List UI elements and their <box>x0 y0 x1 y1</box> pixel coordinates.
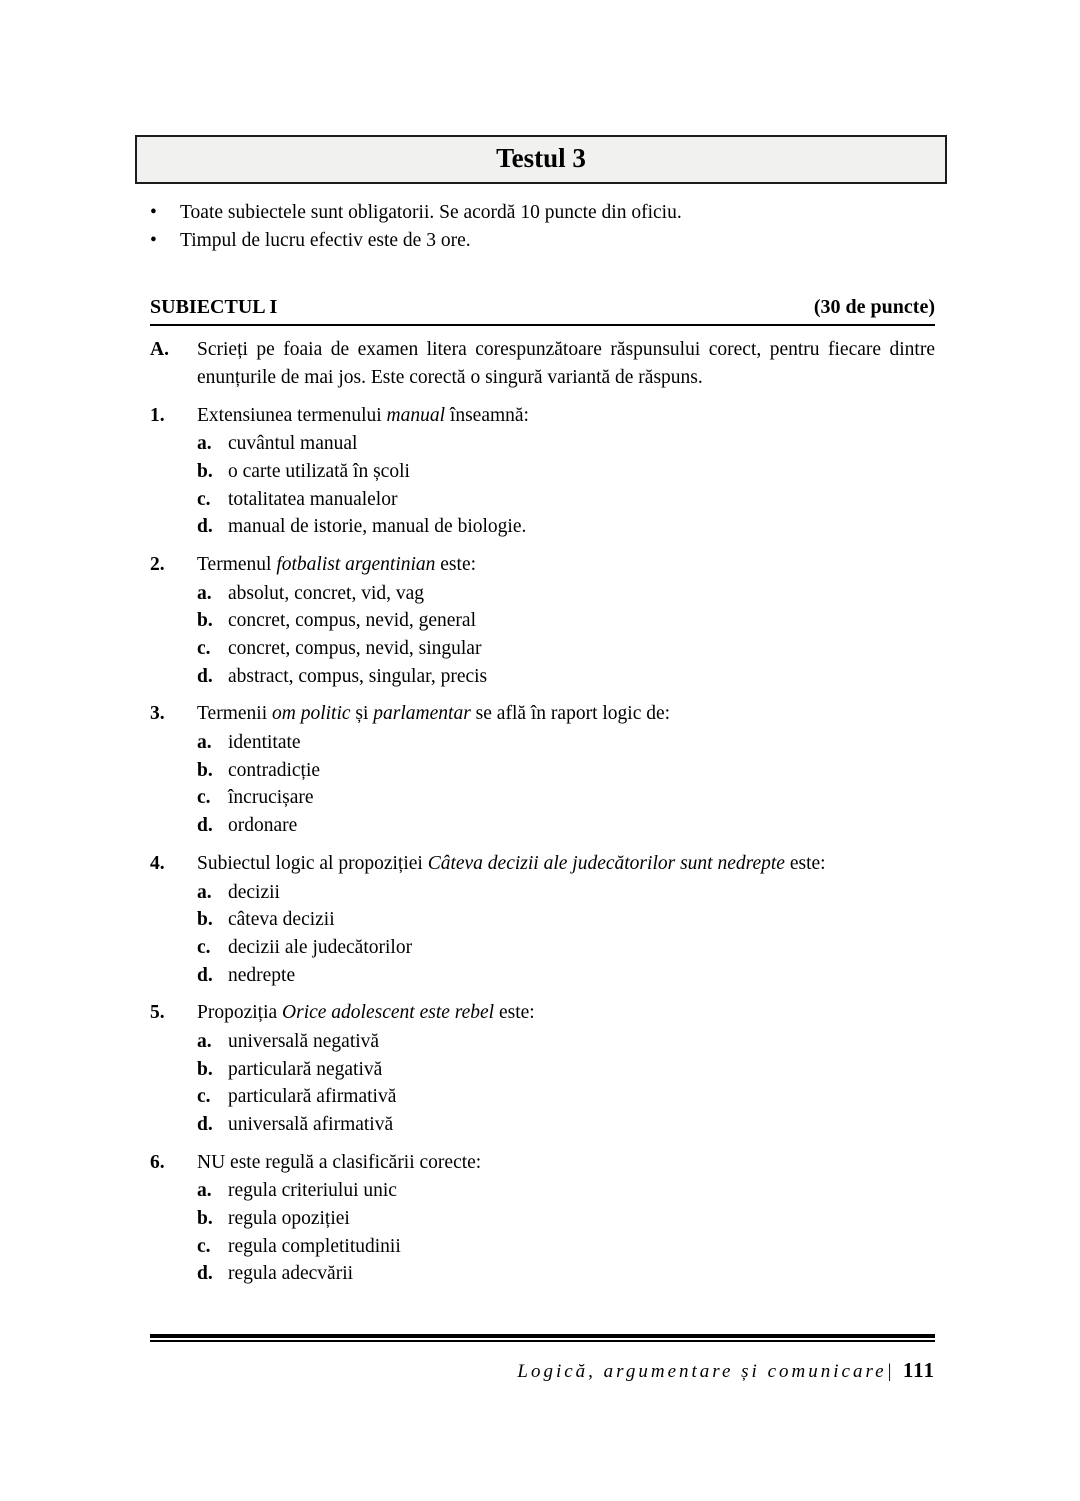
option-text: o carte utilizată în școli <box>228 460 410 482</box>
question-prompt <box>197 700 935 728</box>
option-text: câteva decizii <box>228 909 335 931</box>
option <box>197 1260 935 1288</box>
prompt-italic: manual <box>386 404 446 426</box>
options-list <box>150 1177 935 1288</box>
prompt-text: este: <box>435 553 477 575</box>
prompt-text: și <box>350 703 374 725</box>
prompt-italic: Orice adolescent este rebel <box>282 1002 495 1024</box>
option-text: încrucișare <box>228 787 314 809</box>
question-prompt <box>197 551 935 579</box>
options-list <box>150 1028 935 1139</box>
option <box>197 580 935 608</box>
option-letter: a. <box>197 1030 212 1052</box>
option <box>197 458 935 486</box>
question-number: 5. <box>150 1002 165 1024</box>
prompt-text: este: <box>784 852 826 874</box>
option-letter: c. <box>197 936 211 958</box>
question-number: 3. <box>150 703 165 725</box>
option-letter: d. <box>197 1114 213 1136</box>
prompt-text: este: <box>494 1002 535 1024</box>
option-text: contradicție <box>228 759 321 781</box>
prompt-text: Termenul <box>197 553 277 575</box>
prompt-italic: Câteva decizii ale judecătorilor sunt nedrepte <box>427 852 785 874</box>
question-number: 2. <box>150 553 165 575</box>
option-letter: b. <box>197 759 213 781</box>
option-letter: c. <box>197 638 211 660</box>
page-footer <box>150 1356 935 1386</box>
part-a-text: Scrieți pe foaia de examen litera corespunzătoare răspunsului corect, pentru fiecare dintre enunțurile de mai jos. Este corectă o singură variantă de răspuns. <box>197 339 935 388</box>
option <box>197 784 935 812</box>
option-text: cuvântul manual <box>228 433 358 455</box>
option-text: decizii ale judecătorilor <box>228 936 413 958</box>
option <box>197 1205 935 1233</box>
option <box>197 1028 935 1056</box>
prompt-text: Extensiunea termenului <box>197 404 387 426</box>
question-5 <box>150 999 935 1138</box>
book-title: Logică, argumentare și comunicare| <box>517 1361 895 1383</box>
option-letter: d. <box>197 815 213 837</box>
option <box>197 1111 935 1139</box>
question-number: 4. <box>150 852 165 874</box>
option-text: regula criteriului unic <box>228 1180 397 1202</box>
option-letter: a. <box>197 433 212 455</box>
prompt-text: Subiectul logic al propoziției <box>197 852 428 874</box>
question-prompt <box>197 999 935 1027</box>
option-letter: a. <box>197 881 212 903</box>
options-list <box>150 879 935 990</box>
question-6 <box>150 1149 935 1288</box>
question-4 <box>150 850 935 989</box>
option-letter: d. <box>197 1263 213 1285</box>
option <box>197 635 935 663</box>
options-list <box>150 729 935 840</box>
page-number: 111 <box>902 1358 935 1383</box>
option <box>197 1083 935 1111</box>
option <box>197 513 935 541</box>
option-letter: b. <box>197 909 213 931</box>
option <box>197 906 935 934</box>
question-prompt <box>197 402 935 430</box>
option-text: ordonare <box>228 815 298 837</box>
option-letter: b. <box>197 1058 213 1080</box>
instruction-text: Timpul de lucru efectiv este de 3 ore. <box>180 230 471 252</box>
section-title: SUBIECTUL I <box>150 295 278 318</box>
instruction-item <box>150 227 935 255</box>
option-text: universală afirmativă <box>228 1114 394 1136</box>
part-a <box>150 336 935 391</box>
option <box>197 934 935 962</box>
option-text: particulară negativă <box>228 1058 383 1080</box>
part-a-label: A. <box>150 339 169 361</box>
question-prompt <box>197 850 935 878</box>
prompt-text: Propoziția <box>197 1002 283 1024</box>
option-letter: c. <box>197 1235 211 1257</box>
question-1 <box>150 402 935 541</box>
test-title: Testul 3 <box>496 143 586 173</box>
option-letter: a. <box>197 732 212 754</box>
option-letter: d. <box>197 516 213 538</box>
option-text: absolut, concret, vid, vag <box>228 582 425 604</box>
option-letter: a. <box>197 582 212 604</box>
option-text: concret, compus, nevid, general <box>228 610 476 632</box>
instruction-item <box>150 199 935 227</box>
prompt-text: se află în raport logic de: <box>470 703 671 725</box>
instructions-list <box>150 199 935 254</box>
question-number: 6. <box>150 1151 165 1173</box>
option <box>197 1056 935 1084</box>
option <box>197 663 935 691</box>
option-text: abstract, compus, singular, precis <box>228 665 488 687</box>
section-points: (30 de puncte) <box>813 295 935 318</box>
test-title-box <box>135 135 947 184</box>
prompt-text: Termenii <box>197 703 272 725</box>
options-list <box>150 430 935 541</box>
option-text: universală negativă <box>228 1030 380 1052</box>
prompt-italic: parlamentar <box>373 703 471 725</box>
question-2 <box>150 551 935 690</box>
option <box>197 729 935 757</box>
bullet-icon: • <box>150 230 157 252</box>
option <box>197 812 935 840</box>
option-letter: c. <box>197 1086 211 1108</box>
option-text: particulară afirmativă <box>228 1086 397 1108</box>
option-letter: c. <box>197 488 211 510</box>
bullet-icon: • <box>150 202 157 224</box>
option-letter: d. <box>197 665 213 687</box>
question-3 <box>150 700 935 839</box>
option <box>197 1177 935 1205</box>
options-list <box>150 580 935 691</box>
option-text: manual de istorie, manual de biologie. <box>228 516 527 538</box>
option-text: nedrepte <box>228 964 296 986</box>
prompt-italic: om politic <box>271 703 351 725</box>
option-letter: b. <box>197 460 213 482</box>
prompt-text: înseamnă: <box>445 404 529 426</box>
option <box>197 879 935 907</box>
option-letter: b. <box>197 610 213 632</box>
footer-rule <box>150 1334 935 1342</box>
option-text: totalitatea manualelor <box>228 488 398 510</box>
prompt-text: NU este regulă a clasificării corecte: <box>197 1151 482 1173</box>
option <box>197 607 935 635</box>
option-text: regula completitudinii <box>228 1235 401 1257</box>
option <box>197 1233 935 1261</box>
option-letter: c. <box>197 787 211 809</box>
option-text: concret, compus, nevid, singular <box>228 638 482 660</box>
option-letter: b. <box>197 1208 213 1230</box>
option <box>197 757 935 785</box>
option <box>197 962 935 990</box>
question-number: 1. <box>150 404 165 426</box>
option-text: decizii <box>228 881 280 903</box>
option-letter: a. <box>197 1180 212 1202</box>
option-text: regula opoziției <box>228 1208 350 1230</box>
prompt-italic: fotbalist argentinian <box>276 553 436 575</box>
option-text: identitate <box>228 732 301 754</box>
option <box>197 486 935 514</box>
instruction-text: Toate subiectele sunt obligatorii. Se acordă 10 puncte din oficiu. <box>180 202 682 224</box>
option <box>197 430 935 458</box>
section-header <box>150 293 935 326</box>
option-text: regula adecvării <box>228 1263 354 1285</box>
option-letter: d. <box>197 964 213 986</box>
question-prompt <box>197 1149 935 1177</box>
